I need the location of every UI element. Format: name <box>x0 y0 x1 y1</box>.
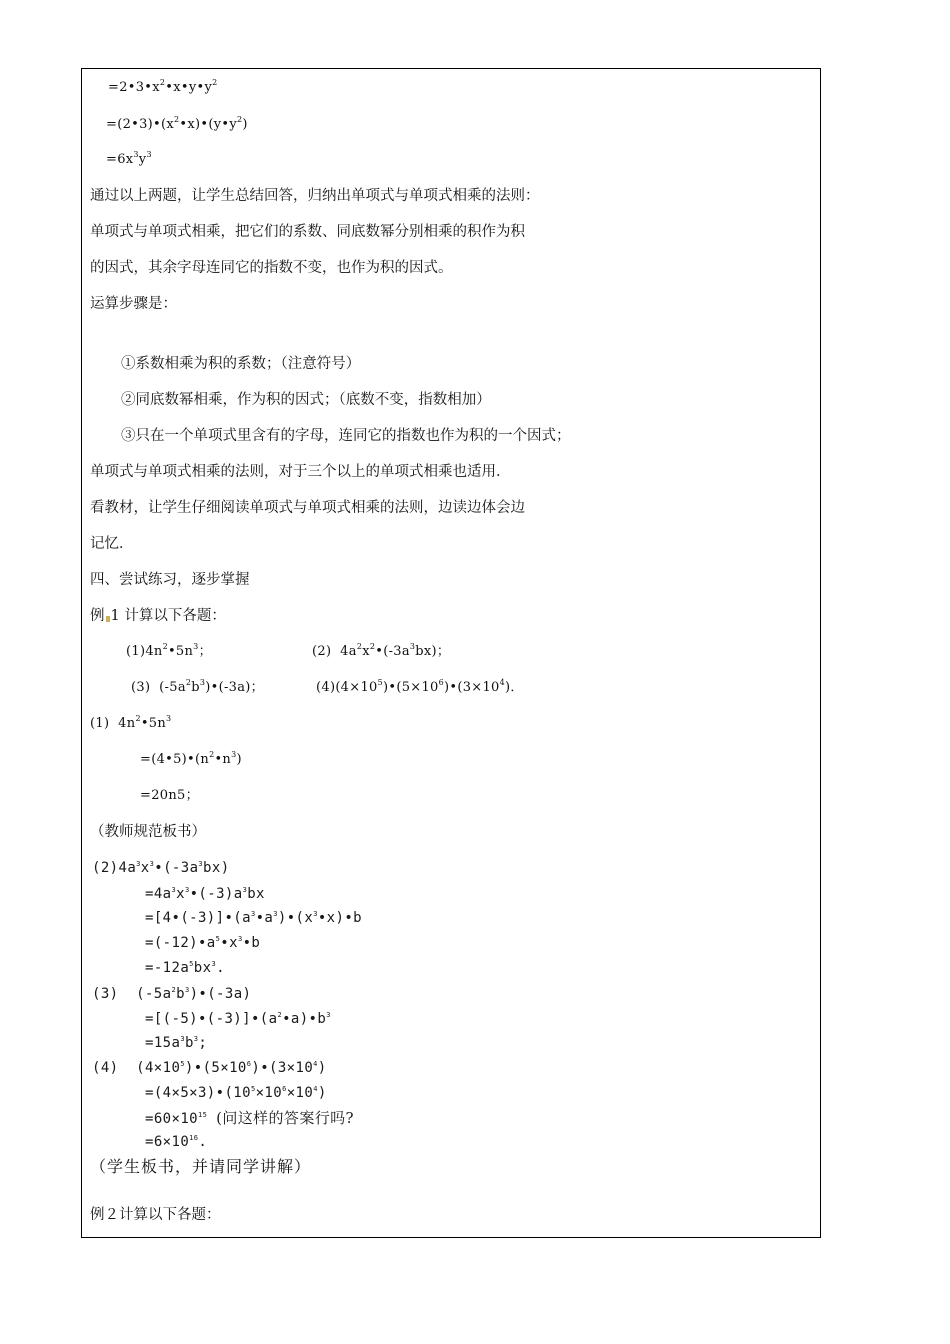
step-2: ②同底数幂相乘，作为积的因式；（底数不变，指数相加） <box>121 392 491 408</box>
rule-line-2: 的因式，其余字母连同它的指数不变，也作为积的因式。 <box>90 260 453 276</box>
problem-3: (3) $(-5a^2b^3)•(-3a)$； <box>131 678 264 695</box>
scan-3-line-3: $=15a^3b^3$; <box>145 1035 208 1051</box>
scan-3-line-2: $=[(-5)•(-3)]•(a^2•a)•b^3$ <box>145 1011 331 1027</box>
scan-4-line-3-note: (问这样的答案行吗? <box>216 1109 354 1127</box>
rule-line-1: 单项式与单项式相乘，把它们的系数、同底数幂分别相乘的积作为积 <box>90 224 525 240</box>
solution-1-step-2: =20n5； <box>140 788 199 803</box>
student-note: （学生板书，并请同学讲解） <box>90 1157 312 1176</box>
summary-intro: 通过以上两题，让学生总结回答，归纳出单项式与单项式相乘的法则： <box>90 188 540 204</box>
calc-line-2: $=(2•3)•(x^2•x)•(y•y^2)$ <box>106 115 248 132</box>
scan-2-line-1: $(2)4a^3x^3•(-3a^3bx)$ <box>92 860 230 876</box>
read-line-1: 看教材，让学生仔细阅读单项式与单项式相乘的法则，边读边体会边 <box>90 500 525 516</box>
scan-4-line-2: $=(4\times 5\times 3)•(10^5\times 10^6\times 10^4)$ <box>145 1085 327 1101</box>
teacher-note: （教师规范板书） <box>90 824 206 840</box>
scan-3-line-1: (3) $(-5a^2b^3)•(-3a)$ <box>92 986 252 1002</box>
margin-mark <box>106 616 110 622</box>
solution-1-step-1: $=(4•5)•(n^2•n^3)$ <box>140 750 242 767</box>
example-2-heading: 例２计算以下各题： <box>90 1207 221 1223</box>
scan-4-line-1: (4) $(4\times 10^5)•(5\times 10^6)•(3\times 10^4)$ <box>92 1060 327 1076</box>
scan-4-line-3: $=60\times 10^{15}$ (问这样的答案行吗? <box>145 1109 354 1127</box>
steps-title: 运算步骤是： <box>90 296 177 312</box>
step-1: ①系数相乘为积的系数；（注意符号） <box>121 356 361 372</box>
problem-1: $(1)4n^2•5n^3$； <box>126 642 212 659</box>
problem-2: (2) $4a^2x^2•(-3a^3bx)$； <box>312 642 451 659</box>
scan-4-line-4: $=6\times 10^{16}$. <box>145 1134 208 1150</box>
scan-2-line-4: $=(-12)•a^5•x^3•b$ <box>145 935 261 951</box>
scan-2-line-5: $=-12a^5bx^3$. <box>145 960 225 976</box>
scan-4-line-3-value: =60×10 <box>145 1111 198 1127</box>
problem-4: $(4)(4\times 10^5)•(5\times 10^6)•(3\times 10^4)$． <box>316 678 524 695</box>
read-line-2: 记忆． <box>90 536 134 552</box>
step-3: ③只在一个单项式里含有的字母，连同它的指数也作为积的一个因式； <box>121 428 571 444</box>
example-1-title: 1 计算以下各题： <box>110 608 226 624</box>
solution-1-header: (1) $4n^2•5n^3$ <box>90 714 172 731</box>
section-4-heading: 四、尝试练习，逐步掌握 <box>90 572 250 588</box>
calc-line-1: $=2•3•x^2•x•y•y^2$ <box>108 78 218 95</box>
example-1-heading <box>90 607 226 625</box>
example-1-prefix: 例 <box>90 608 105 624</box>
scan-2-line-2: $=4a^3x^3•(-3)a^3bx$ <box>145 886 265 902</box>
scan-2-line-3: $=[4•(-3)]•(a^3•a^3)•(x^3•x)•b$ <box>145 910 362 926</box>
calc-line-3: $=6x^3y^3$ <box>106 150 152 167</box>
rule-applies: 单项式与单项式相乘的法则，对于三个以上的单项式相乘也适用． <box>90 464 511 480</box>
